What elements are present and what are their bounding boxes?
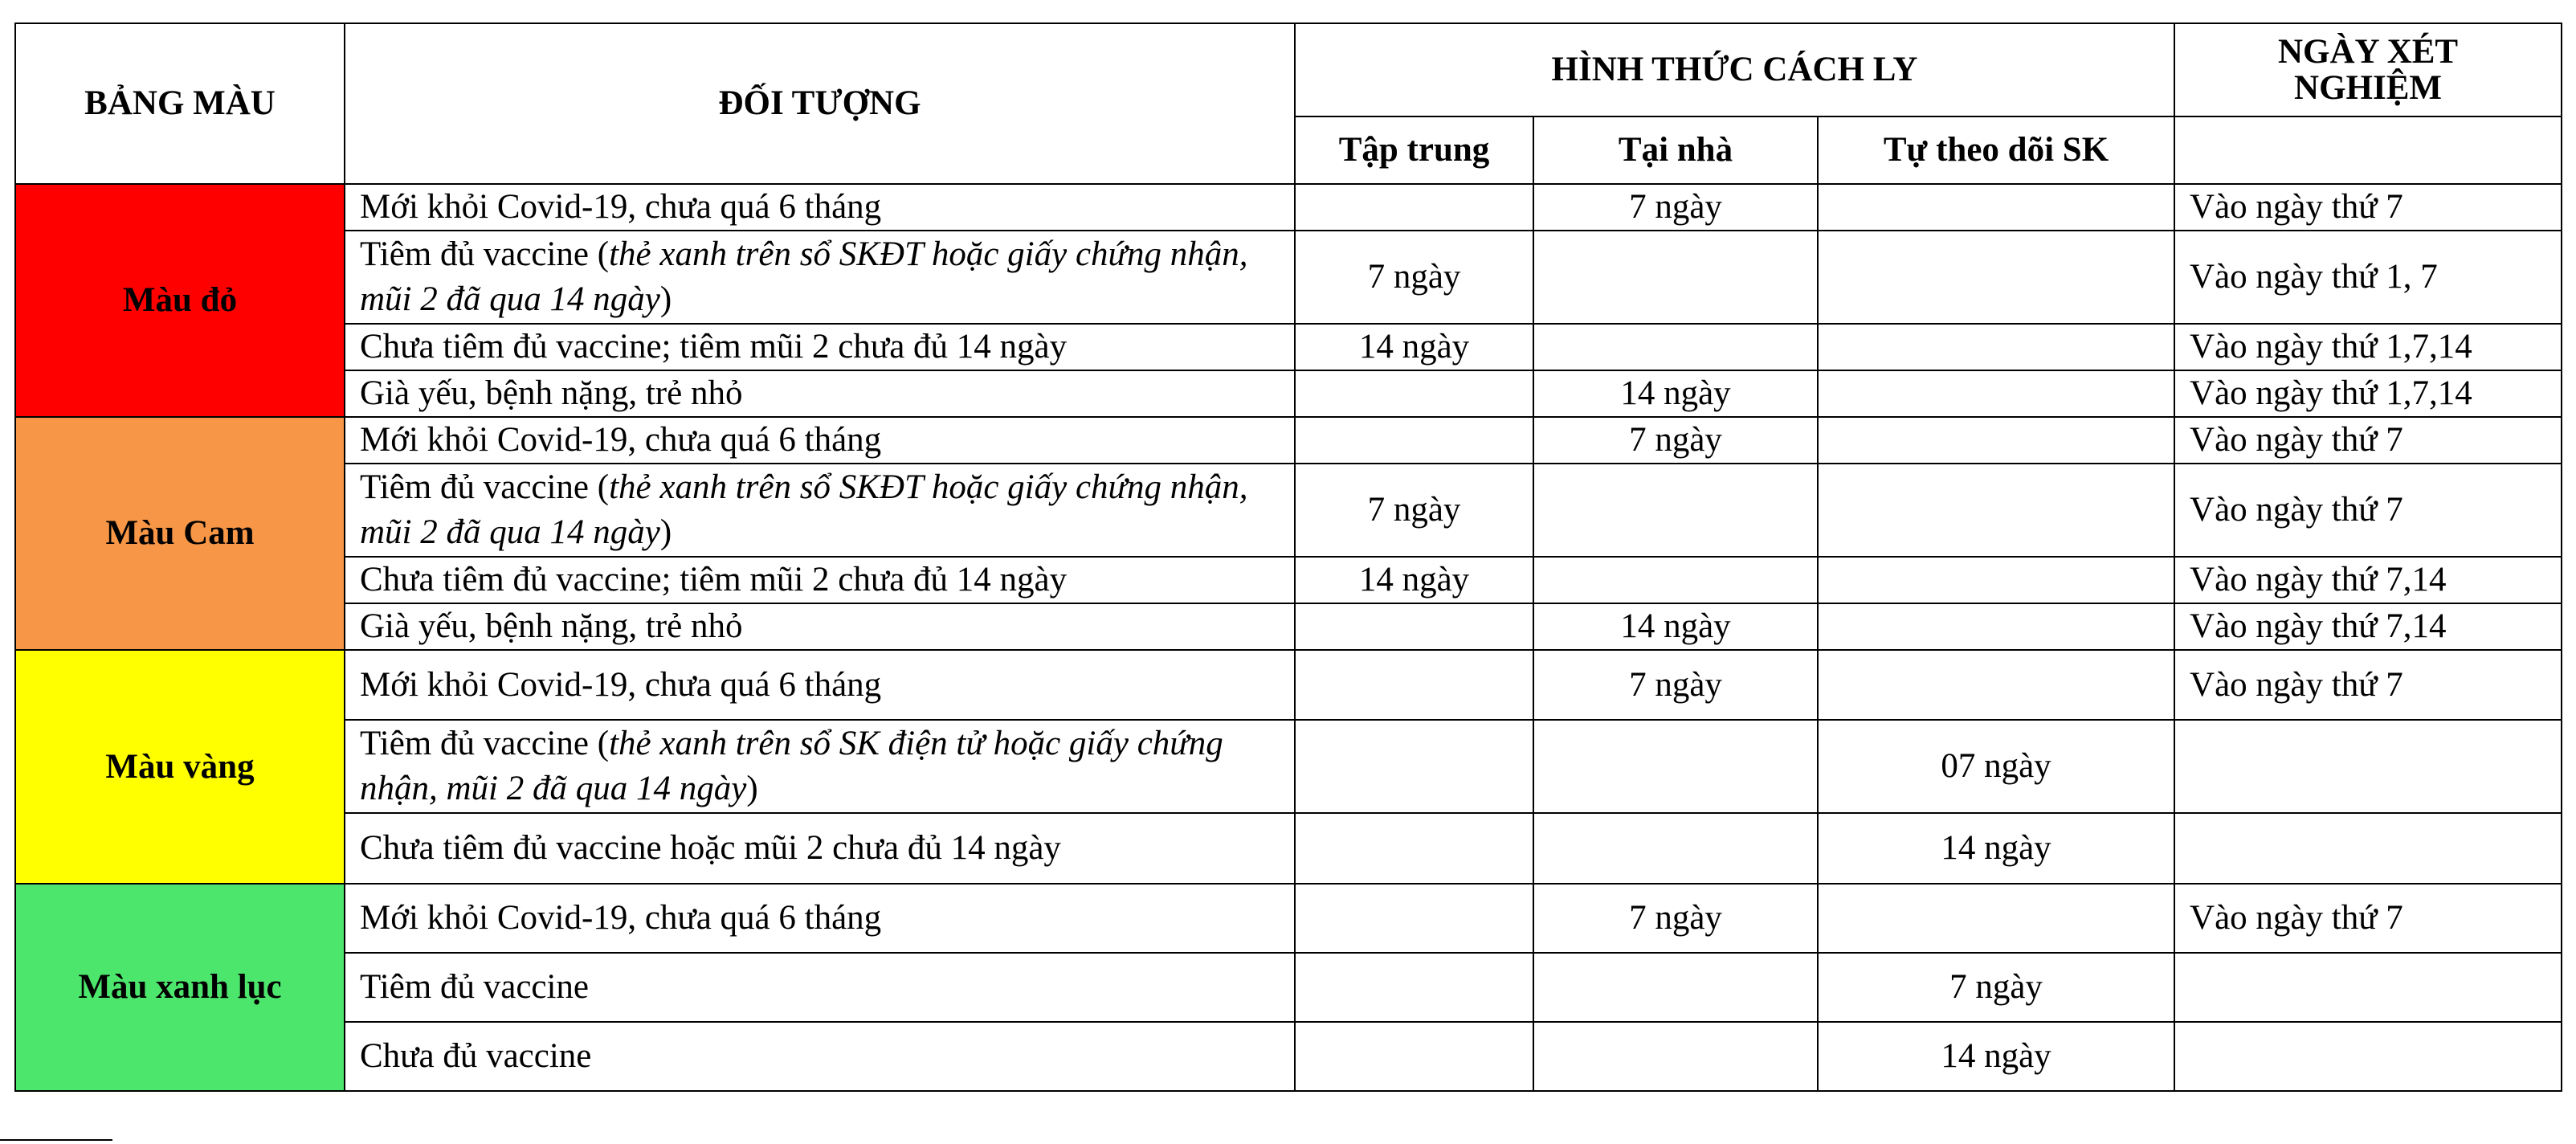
target-text: Chưa tiêm đủ vaccine; tiêm mũi 2 chưa đủ 14 ngày	[360, 328, 1068, 366]
table-row	[15, 417, 2562, 464]
self-monitor-cell	[1818, 184, 2174, 231]
concentrated-cell	[1295, 884, 1533, 953]
at-home-cell: 7 ngày	[1533, 184, 1818, 231]
target-text: Mới khỏi Covid-19, chưa quá 6 tháng	[360, 421, 882, 460]
target-text: Mới khỏi Covid-19, chưa quá 6 tháng	[360, 665, 882, 704]
concentrated-cell	[1295, 813, 1533, 884]
header-isolation-form: HÌNH THỨC CÁCH LY	[1295, 23, 2174, 116]
target-cell	[345, 184, 1295, 231]
at-home-cell	[1533, 1022, 1818, 1091]
concentrated-cell	[1295, 184, 1533, 231]
target-cell	[345, 324, 1295, 370]
test-days-cell	[2174, 953, 2562, 1022]
header-row	[15, 23, 2562, 116]
self-monitor-cell: 7 ngày	[1818, 953, 2174, 1022]
test-days-cell	[2174, 813, 2562, 884]
target-text-end: )	[659, 513, 672, 551]
concentrated-cell	[1295, 650, 1533, 720]
at-home-cell: 7 ngày	[1533, 650, 1818, 720]
color-label-green: Màu xanh lục	[15, 884, 345, 1091]
at-home-cell	[1533, 813, 1818, 884]
self-monitor-cell	[1818, 231, 2174, 324]
target-text: Mới khỏi Covid-19, chưa quá 6 tháng	[360, 188, 882, 227]
self-monitor-cell: 14 ngày	[1818, 1022, 2174, 1091]
table-row	[15, 1022, 2562, 1091]
self-monitor-cell	[1818, 324, 2174, 370]
target-text: Mới khỏi Covid-19, chưa quá 6 tháng	[360, 899, 882, 938]
test-days-cell: Vào ngày thứ 7	[2174, 464, 2562, 557]
test-days-cell: Vào ngày thứ 1,7,14	[2174, 370, 2562, 417]
target-text: Già yếu, bệnh nặng, trẻ nhỏ	[360, 607, 743, 646]
test-days-cell: Vào ngày thứ 7	[2174, 417, 2562, 464]
test-days-cell: Vào ngày thứ 7,14	[2174, 557, 2562, 603]
table-row	[15, 557, 2562, 603]
color-label-yellow: Màu vàng	[15, 650, 345, 884]
target-cell	[345, 953, 1295, 1022]
table-row	[15, 720, 2562, 813]
table-row	[15, 650, 2562, 720]
test-days-cell: Vào ngày thứ 7	[2174, 650, 2562, 720]
table-row	[15, 370, 2562, 417]
self-monitor-cell: 07 ngày	[1818, 720, 2174, 813]
table-row	[15, 324, 2562, 370]
target-text-end: )	[746, 770, 758, 807]
self-monitor-cell	[1818, 464, 2174, 557]
target-cell	[345, 464, 1295, 557]
target-text: Tiêm đủ vaccine (	[360, 235, 610, 274]
color-label-red: Màu đỏ	[15, 184, 345, 417]
at-home-cell: 7 ngày	[1533, 417, 1818, 464]
test-days-cell: Vào ngày thứ 1, 7	[2174, 231, 2562, 324]
header-test-days-blank	[2174, 116, 2562, 184]
concentrated-cell: 14 ngày	[1295, 557, 1533, 603]
target-text: Chưa tiêm đủ vaccine; tiêm mũi 2 chưa đủ 14 ngày	[360, 561, 1068, 599]
at-home-cell	[1533, 464, 1818, 557]
target-cell	[345, 1022, 1295, 1091]
bottom-rule	[0, 1139, 112, 1141]
target-cell	[345, 650, 1295, 720]
target-text: Tiêm đủ vaccine (	[360, 725, 610, 763]
target-note-italic: thẻ xanh trên sổ SKĐT hoặc giấy chứng nhận, mũi 2 đã qua 14 ngày	[360, 235, 1248, 318]
target-text: Chưa đủ vaccine	[360, 1037, 592, 1076]
target-cell	[345, 603, 1295, 650]
self-monitor-cell	[1818, 370, 2174, 417]
target-cell	[345, 231, 1295, 324]
target-cell	[345, 720, 1295, 813]
color-label-orange: Màu Cam	[15, 417, 345, 650]
table-row	[15, 603, 2562, 650]
header-concentrated: Tập trung	[1295, 116, 1533, 184]
header-at-home: Tại nhà	[1533, 116, 1818, 184]
target-cell	[345, 417, 1295, 464]
header-test-days-line1: NGÀY XÉT	[2277, 32, 2459, 71]
self-monitor-cell	[1818, 884, 2174, 953]
target-note-italic: thẻ xanh trên sổ SK điện tử hoặc giấy chứng nhận, mũi 2 đã qua 14 ngày	[360, 725, 1223, 807]
table-row	[15, 953, 2562, 1022]
concentrated-cell: 7 ngày	[1295, 231, 1533, 324]
self-monitor-cell	[1818, 603, 2174, 650]
at-home-cell	[1533, 953, 1818, 1022]
table-body	[15, 184, 2562, 1091]
at-home-cell	[1533, 720, 1818, 813]
quarantine-color-table	[14, 22, 2562, 1092]
test-days-cell	[2174, 720, 2562, 813]
at-home-cell	[1533, 324, 1818, 370]
table-row	[15, 813, 2562, 884]
target-text-end: )	[659, 280, 672, 318]
test-days-cell: Vào ngày thứ 7	[2174, 184, 2562, 231]
self-monitor-cell	[1818, 557, 2174, 603]
table-row	[15, 884, 2562, 953]
concentrated-cell	[1295, 1022, 1533, 1091]
target-cell	[345, 813, 1295, 884]
table-row	[15, 184, 2562, 231]
at-home-cell: 14 ngày	[1533, 603, 1818, 650]
concentrated-cell	[1295, 603, 1533, 650]
header-target: ĐỐI TƯỢNG	[345, 23, 1295, 184]
target-text: Tiêm đủ vaccine	[360, 968, 590, 1007]
concentrated-cell	[1295, 370, 1533, 417]
at-home-cell: 7 ngày	[1533, 884, 1818, 953]
test-days-cell: Vào ngày thứ 7,14	[2174, 603, 2562, 650]
target-cell	[345, 884, 1295, 953]
concentrated-cell: 7 ngày	[1295, 464, 1533, 557]
target-text: Già yếu, bệnh nặng, trẻ nhỏ	[360, 374, 743, 413]
self-monitor-cell	[1818, 417, 2174, 464]
test-days-cell: Vào ngày thứ 7	[2174, 884, 2562, 953]
concentrated-cell	[1295, 720, 1533, 813]
at-home-cell: 14 ngày	[1533, 370, 1818, 417]
target-text: Chưa tiêm đủ vaccine hoặc mũi 2 chưa đủ 14 ngày	[360, 829, 1061, 868]
self-monitor-cell	[1818, 650, 2174, 720]
header-test-days	[2174, 23, 2562, 116]
at-home-cell	[1533, 231, 1818, 324]
table-row	[15, 231, 2562, 324]
test-days-cell: Vào ngày thứ 1,7,14	[2174, 324, 2562, 370]
target-cell	[345, 370, 1295, 417]
self-monitor-cell: 14 ngày	[1818, 813, 2174, 884]
header-self-monitor: Tự theo dõi SK	[1818, 116, 2174, 184]
header-test-days-line2: NGHIỆM	[2294, 69, 2442, 107]
target-cell	[345, 557, 1295, 603]
header-color-table: BẢNG MÀU	[15, 23, 345, 184]
target-text: Tiêm đủ vaccine (	[360, 468, 610, 507]
concentrated-cell	[1295, 417, 1533, 464]
at-home-cell	[1533, 557, 1818, 603]
test-days-cell	[2174, 1022, 2562, 1091]
concentrated-cell: 14 ngày	[1295, 324, 1533, 370]
concentrated-cell	[1295, 953, 1533, 1022]
target-note-italic: thẻ xanh trên sổ SKĐT hoặc giấy chứng nhận, mũi 2 đã qua 14 ngày	[360, 468, 1248, 551]
table-row	[15, 464, 2562, 557]
